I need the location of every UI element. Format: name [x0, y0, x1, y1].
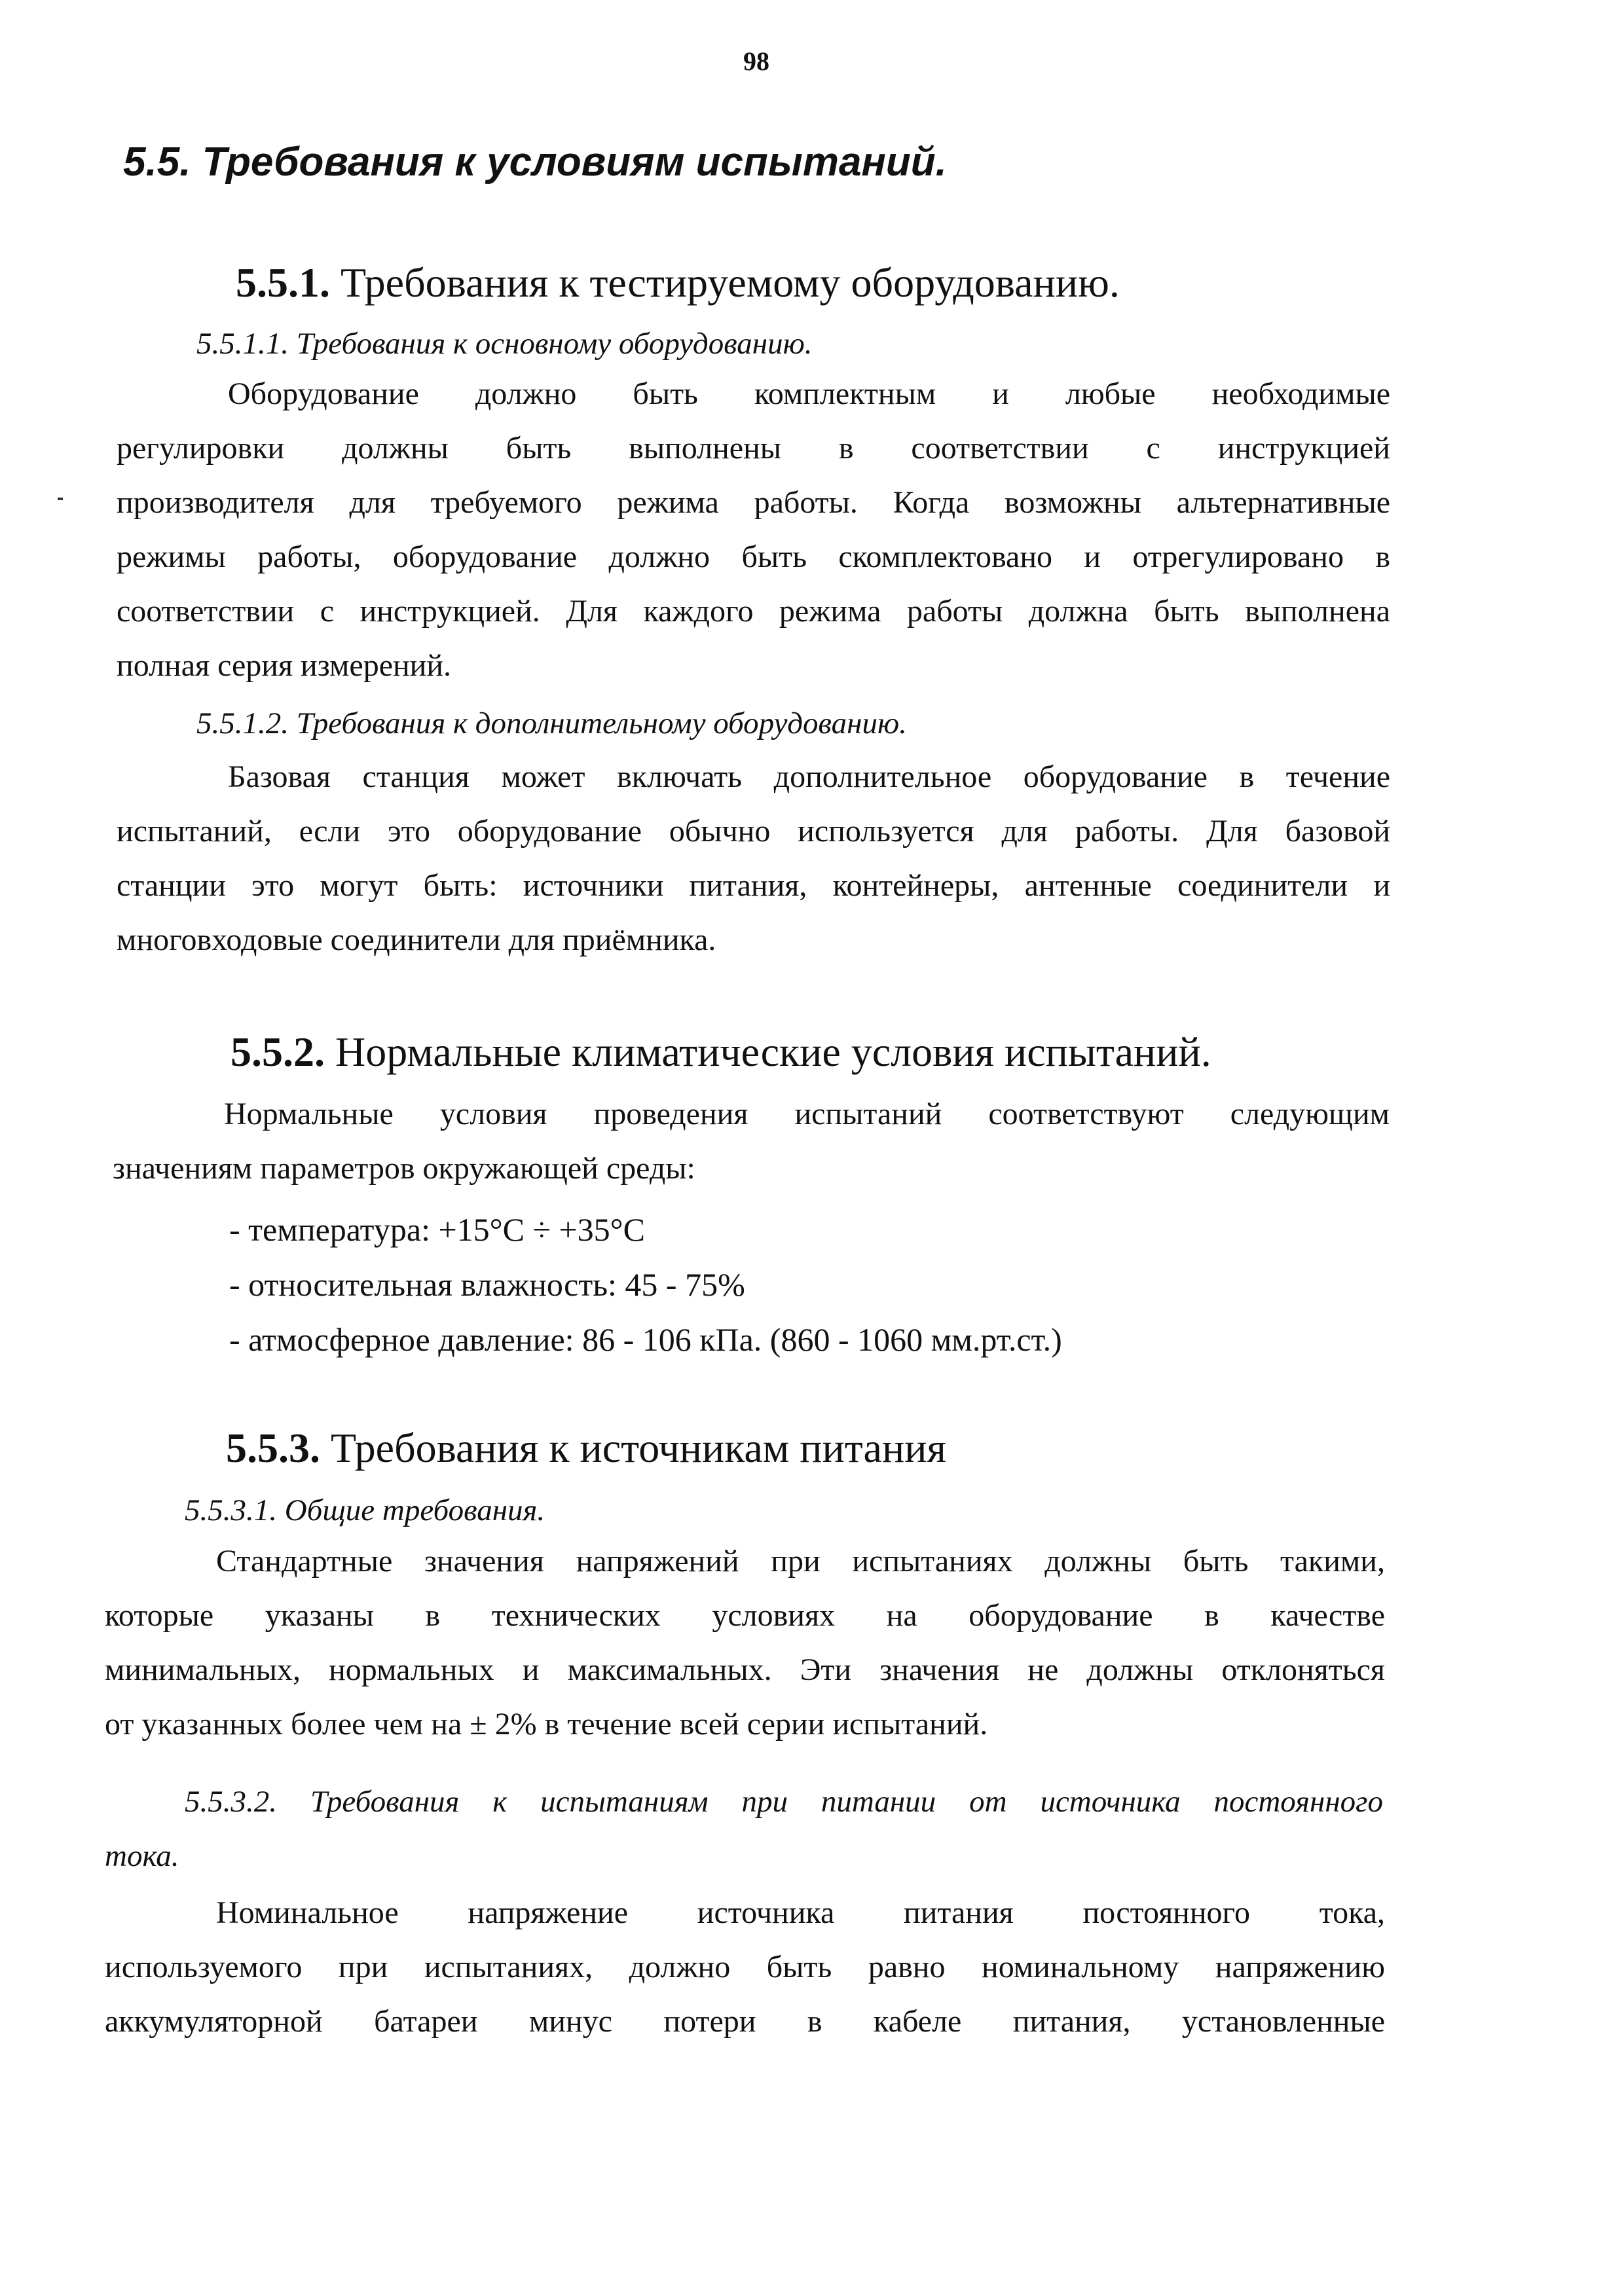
paragraph-line: минимальных, нормальных и максимальных. Эти значения не должны отклоняться	[105, 1652, 1385, 1687]
paragraph-general-requirements	[105, 1534, 1385, 1751]
paragraph-line: Номинальное напряжение источника питания постоянного тока,	[216, 1895, 1385, 1930]
paragraph-line: станции это могут быть: источники питания, контейнеры, антенные соединители и	[117, 868, 1390, 903]
paragraph-line: Нормальные условия проведения испытаний соответствуют следующим	[224, 1097, 1390, 1131]
paragraph-line: аккумуляторной батареи минус потери в кабеле питания, установленные	[105, 2004, 1385, 2039]
subsubsection-title-5-5-3-2-continued: тока.	[105, 1839, 179, 1873]
paragraph-line: режимы работы, оборудование должно быть скомплектовано и отрегулировано в	[117, 539, 1390, 574]
paragraph-basic-equipment	[117, 367, 1390, 693]
subsection-number: 5.5.3.	[226, 1425, 320, 1471]
paragraph-line: значениям параметров окружающей среды:	[113, 1151, 695, 1186]
paragraph-line: которые указаны в технических условиях на оборудование в качестве	[105, 1598, 1385, 1633]
climate-parameters-list	[229, 1202, 1062, 1367]
subsection-text: Требования к тестируемому оборудованию.	[341, 259, 1120, 306]
paragraph-line: используемого при испытаниях, должно быть равно номинальному напряжению	[105, 1950, 1385, 1984]
section-title: 5.5. Требования к условиям испытаний.	[123, 139, 947, 185]
list-item-pressure: - атмосферное давление: 86 - 106 кПа. (860 - 1060 мм.рт.ст.)	[229, 1321, 1062, 1358]
page-number: 98	[743, 46, 769, 76]
subsection-number: 5.5.1.	[236, 259, 330, 306]
paragraph-line: Базовая станция может включать дополнительное оборудование в течение	[228, 759, 1390, 794]
subsection-text: Требования к источникам питания	[331, 1425, 946, 1471]
subsection-title-5-5-1	[236, 259, 1120, 307]
paragraph-line: многовходовые соединители для приёмника.	[117, 922, 716, 957]
subsection-title-5-5-3	[226, 1424, 946, 1472]
paragraph-line: производителя для требуемого режима работы. Когда возможны альтернативные	[117, 485, 1390, 520]
paragraph-line: Стандартные значения напряжений при испытаниях должны быть такими,	[216, 1544, 1385, 1578]
paragraph-additional-equipment	[117, 750, 1390, 967]
paragraph-line: испытаний, если это оборудование обычно используется для работы. Для базовой	[117, 814, 1390, 848]
paragraph-line: полная серия измерений.	[117, 648, 452, 683]
subsection-title-5-5-2	[231, 1028, 1211, 1076]
paragraph-line: регулировки должны быть выполнены в соответствии с инструкцией	[117, 431, 1390, 465]
list-item-humidity: - относительная влажность: 45 - 75%	[229, 1266, 745, 1303]
subsubsection-title-5-5-1-2: 5.5.1.2. Требования к дополнительному оборудованию.	[196, 706, 907, 740]
subsection-number: 5.5.2.	[231, 1029, 325, 1075]
paragraph-line: Оборудование должно быть комплектным и любые необходимые	[228, 376, 1390, 411]
margin-mark	[58, 498, 63, 500]
paragraph-line: от указанных более чем на ± 2% в течение всей серии испытаний.	[105, 1707, 988, 1741]
subsubsection-title-5-5-3-1: 5.5.3.1. Общие требования.	[185, 1493, 545, 1527]
subsubsection-title-5-5-1-1: 5.5.1.1. Требования к основному оборудованию.	[196, 327, 813, 361]
list-item-temperature: - температура: +15°C ÷ +35°C	[229, 1211, 645, 1248]
subsubsection-title-5-5-3-2: 5.5.3.2. Требования к испытаниям при питании от источника постоянного	[185, 1785, 1383, 1819]
paragraph-line: соответствии с инструкцией. Для каждого режима работы должна быть выполнена	[117, 594, 1390, 629]
paragraph-climate-conditions	[113, 1087, 1390, 1195]
subsection-text: Нормальные климатические условия испытаний.	[335, 1029, 1211, 1075]
paragraph-dc-supply	[105, 1886, 1385, 2049]
